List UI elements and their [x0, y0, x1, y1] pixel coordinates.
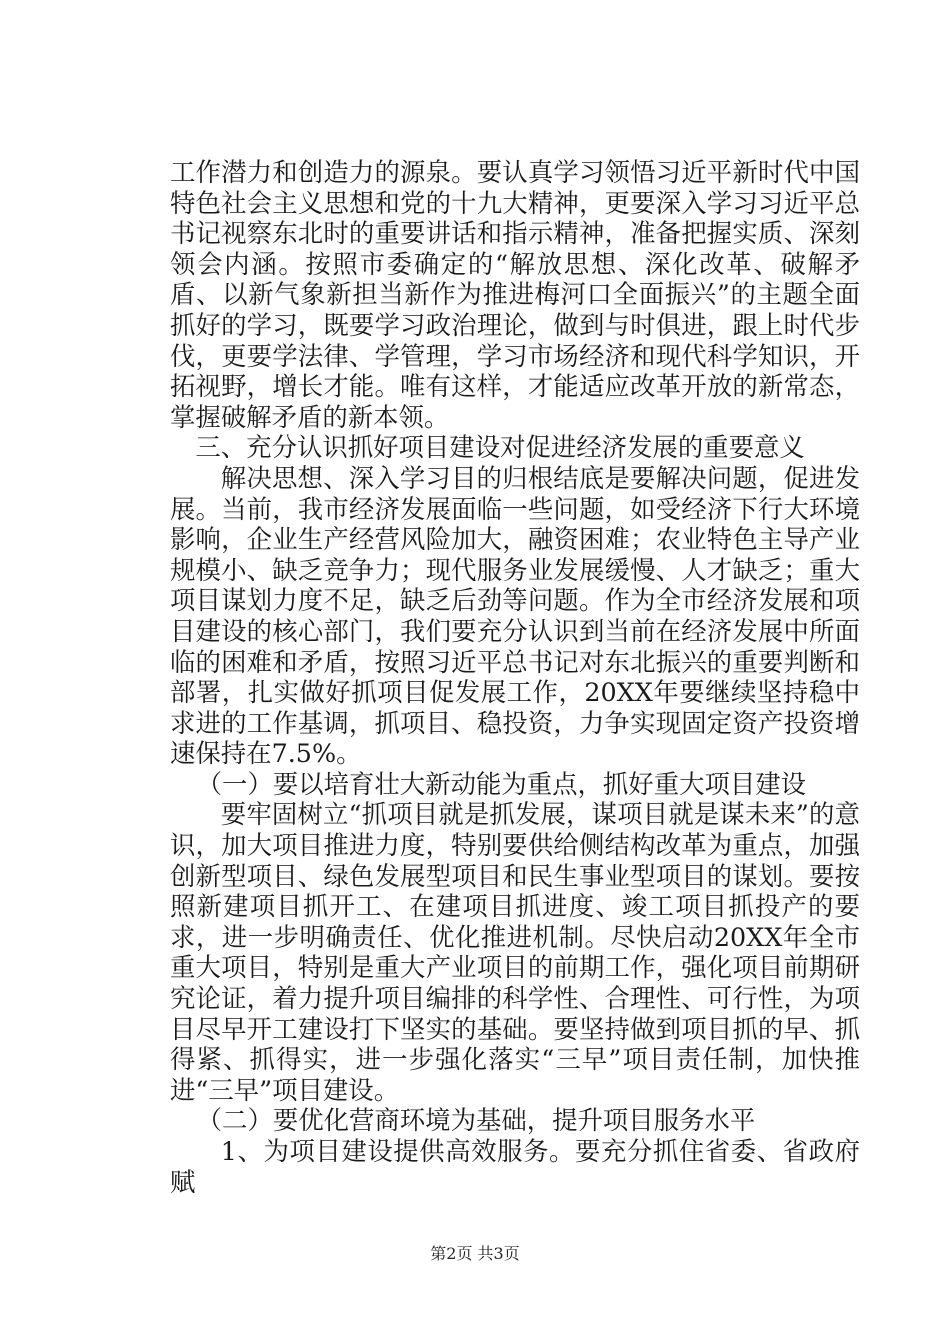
document-body — [170, 157, 860, 1197]
page-number-footer: 第2页 共3页 — [430, 1244, 520, 1263]
subsection-heading-one: （一）要以培育壮大新动能为重点，抓好重大项目建设 — [196, 768, 807, 799]
paragraph-continuation: 工作潜力和创造力的源泉。要认真学习领悟习近平新时代中国特色社会主义思想和党的十九大精神，更要深入学习习近平总书记视察东北时的重要讲话和指示精神，准备把握实质、深刻领会内涵。按照市委确定的“解放思想、深化改革、破解矛盾、以新气象新担当新作为推进梅河口全面振兴”的主题全面抓好的学习，既要学习政治理论，做到与时俱进，跟上时代步伐，更要学法律、学管理，学习市场经济和现代科学知识，开拓视野，增长才能。唯有这样，才能适应改革开放的新常态，掌握破解矛盾的新本领。 — [170, 157, 860, 432]
section-heading-three: 三、充分认识抓好项目建设对促进经济发展的重要意义 — [195, 432, 805, 463]
paragraph-body: 解决思想、深入学习目的归根结底是要解决问题，促进发展。当前，我市经济发展面临一些问题，如受经济下行大环境影响，企业生产经营风险加大，融资困难；农业特色主导产业规模小、缺乏竞争力；现代服务业发展缓慢、人才缺乏；重大项目谋划力度不足，缺乏后劲等问题。作为全市经济发展和项目建设的核心部门，我们要充分认识到当前在经济发展中所面临的困难和矛盾，按照习近平总书记对东北振兴的重要判断和部署，扎实做好抓项目促发展工作，20XX年要继续坚持稳中求进的工作基调，抓项目、稳投资，力争实现固定资产投资增速保持在7.5%。 — [170, 462, 860, 769]
paragraph-body: 要牢固树立“抓项目就是抓发展，谋项目就是谋未来”的意识，加大项目推进力度，特别要供给侧结构改革为重点，加强创新型项目、绿色发展型项目和民生事业型项目的谋划。要按照新建项目抓开工、在建项目抓进度、竣工项目抓投产的要求，进一步明确责任、优化推进机制。尽快启动20XX年全市重大项目，特别是重大产业项目的前期工作，强化项目前期研究论证，着力提升项目编排的科学性、合理性、可行性，为项目尽早开工建设打下坚实的基础。要坚持做到项目抓的早、抓得紧、抓得实，进一步强化落实“三早”项目责任制，加快推进“三早”项目建设。 — [170, 799, 860, 1105]
subsection-heading-two: （二）要优化营商环境为基础，提升项目服务水平 — [196, 1105, 756, 1136]
paragraph-body: 1、为项目建设提供高效服务。要充分抓住省委、省政府赋 — [170, 1136, 860, 1197]
